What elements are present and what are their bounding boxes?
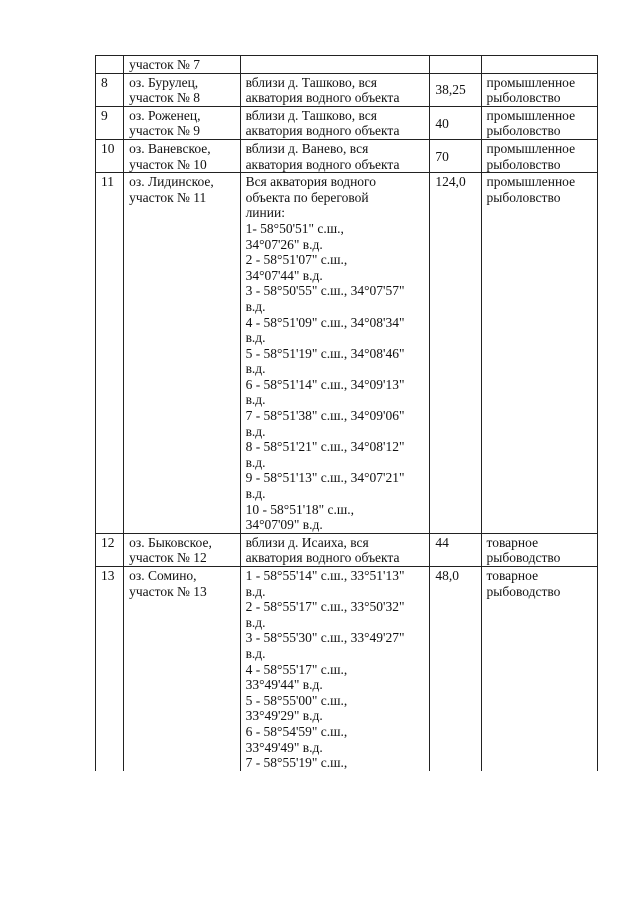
row-number: 8 — [101, 74, 108, 90]
water-body-name-cell — [124, 106, 240, 139]
location-line: 4 - 58°51'09" с.ш., 34°08'34" — [245, 314, 405, 330]
location-line: акватория водного объекта — [245, 123, 400, 139]
location-cell — [240, 533, 430, 566]
location-line: акватория водного объекта — [245, 156, 400, 172]
location-line: в.д. — [245, 423, 266, 439]
location-line: 2 - 58°51'07" с.ш., — [245, 252, 348, 268]
location-line: Вся акватория водного — [245, 174, 377, 190]
location-line: 3 - 58°55'30" с.ш., 33°49'27" — [245, 630, 405, 646]
area-cell — [430, 73, 481, 106]
location-line: в.д. — [245, 583, 266, 599]
purpose-line: товарное — [486, 534, 539, 550]
location-line: вблизи д. Исаиха, вся — [245, 534, 369, 550]
location-line: 7 - 58°55'19" с.ш., — [245, 755, 348, 771]
table-row — [96, 567, 598, 771]
table-row — [96, 173, 598, 534]
location-line: 34°07'44" в.д. — [245, 267, 323, 283]
location-line: 5 - 58°55'00" с.ш., — [245, 692, 348, 708]
purpose-line: рыбоводство — [486, 583, 561, 599]
table-row — [96, 73, 598, 106]
water-body-name-cell — [124, 56, 240, 74]
location-line: в.д. — [245, 330, 266, 346]
location-line: 34°07'26" в.д. — [245, 236, 323, 252]
water-body-name-cell — [124, 567, 240, 771]
location-line: в.д. — [245, 392, 266, 408]
location-line: линии: — [245, 205, 285, 221]
purpose-line: промышленное — [486, 107, 576, 123]
row-number: 12 — [101, 534, 115, 550]
row-number-cell — [96, 173, 124, 534]
purpose-line: рыболовство — [486, 123, 561, 139]
purpose-line: промышленное — [486, 140, 576, 156]
table-row — [96, 56, 598, 74]
purpose-line: рыболовство — [486, 90, 561, 106]
purpose-line: рыболовство — [486, 156, 561, 172]
row-number-cell — [96, 139, 124, 172]
area-cell — [430, 139, 481, 172]
area-value: 124,0 — [435, 174, 466, 190]
table-row — [96, 139, 598, 172]
location-line: 33°49'49" в.д. — [245, 739, 323, 755]
location-line: 33°49'29" в.д. — [245, 708, 323, 724]
location-line: 5 - 58°51'19" с.ш., 34°08'46" — [245, 345, 405, 361]
row-number: 9 — [101, 107, 108, 123]
name-line: оз. Быковское, — [129, 534, 212, 550]
purpose-line: товарное — [486, 568, 539, 583]
purpose-cell — [481, 73, 597, 106]
location-line: 1 - 58°55'14" с.ш., 33°51'13" — [245, 568, 405, 583]
name-line: оз. Ваневское, — [129, 140, 211, 156]
purpose-line: рыболовство — [486, 189, 561, 205]
location-line: вблизи д. Ташково, вся — [245, 74, 378, 90]
table-body — [96, 56, 598, 771]
location-line: 3 - 58°50'55" с.ш., 34°07'57" — [245, 283, 405, 299]
water-body-name-cell — [124, 139, 240, 172]
location-line: 8 - 58°51'21" с.ш., 34°08'12" — [245, 439, 405, 455]
location-line: 34°07'09" в.д. — [245, 517, 323, 533]
area-cell — [430, 567, 481, 771]
purpose-cell — [481, 567, 597, 771]
name-line: участок № 9 — [129, 123, 201, 139]
name-line: участок № 11 — [129, 189, 207, 205]
location-line: 33°49'44" в.д. — [245, 677, 323, 693]
water-body-name-cell — [124, 533, 240, 566]
location-line: 4 - 58°55'17" с.ш., — [245, 661, 348, 677]
location-line: 1- 58°50'51" с.ш., — [245, 220, 344, 236]
location-cell — [240, 73, 430, 106]
purpose-cell — [481, 56, 597, 74]
location-line: 9 - 58°51'13" с.ш., 34°07'21" — [245, 470, 405, 486]
purpose-cell — [481, 173, 597, 534]
row-number: 10 — [101, 140, 115, 156]
name-line: участок № 8 — [129, 90, 201, 106]
location-line: в.д. — [245, 361, 266, 377]
name-line: участок № 7 — [129, 57, 201, 72]
location-line: 6 - 58°54'59" с.ш., — [245, 723, 348, 739]
location-line: 2 - 58°55'17" с.ш., 33°50'32" — [245, 599, 405, 615]
area-value: 38,25 — [435, 82, 466, 98]
location-cell — [240, 139, 430, 172]
area-value: 40 — [435, 115, 449, 131]
location-line: вблизи д. Ванево, вся — [245, 140, 369, 156]
location-line: акватория водного объекта — [245, 550, 400, 566]
area-value: 44 — [435, 534, 449, 550]
area-cell — [430, 533, 481, 566]
name-line: участок № 12 — [129, 550, 207, 566]
row-number: 11 — [101, 174, 114, 190]
purpose-line: промышленное — [486, 74, 576, 90]
purpose-cell — [481, 533, 597, 566]
location-line: в.д. — [245, 454, 266, 470]
row-number-cell — [96, 56, 124, 74]
row-number: 13 — [101, 568, 115, 583]
table-row — [96, 106, 598, 139]
area-value: 70 — [435, 148, 449, 164]
name-line: участок № 13 — [129, 583, 207, 599]
row-number-cell — [96, 567, 124, 771]
location-cell — [240, 56, 430, 74]
location-line: в.д. — [245, 614, 266, 630]
area-cell — [430, 56, 481, 74]
location-cell — [240, 173, 430, 534]
table-row — [96, 533, 598, 566]
row-number-cell — [96, 106, 124, 139]
water-body-name-cell — [124, 73, 240, 106]
location-line: 10 - 58°51'18" с.ш., — [245, 501, 355, 517]
name-line: оз. Бурулец, — [129, 74, 199, 90]
row-number-cell — [96, 73, 124, 106]
water-plots-table — [95, 55, 598, 771]
area-value: 48,0 — [435, 568, 459, 583]
area-cell — [430, 106, 481, 139]
location-cell — [240, 106, 430, 139]
purpose-cell — [481, 106, 597, 139]
location-line: в.д. — [245, 486, 266, 502]
area-cell — [430, 173, 481, 534]
water-body-name-cell — [124, 173, 240, 534]
location-line: в.д. — [245, 298, 266, 314]
location-line: 6 - 58°51'14" с.ш., 34°09'13" — [245, 376, 405, 392]
name-line: оз. Сомино, — [129, 568, 197, 583]
location-line: 7 - 58°51'38" с.ш., 34°09'06" — [245, 408, 405, 424]
location-cell — [240, 567, 430, 771]
location-line: акватория водного объекта — [245, 90, 400, 106]
purpose-line: рыбоводство — [486, 550, 561, 566]
name-line: участок № 10 — [129, 156, 207, 172]
location-line: вблизи д. Ташково, вся — [245, 107, 378, 123]
name-line: оз. Лидинское, — [129, 174, 214, 190]
purpose-cell — [481, 139, 597, 172]
purpose-line: промышленное — [486, 174, 576, 190]
location-line: в.д. — [245, 645, 266, 661]
name-line: оз. Роженец, — [129, 107, 201, 123]
location-line: объекта по береговой — [245, 189, 369, 205]
row-number-cell — [96, 533, 124, 566]
